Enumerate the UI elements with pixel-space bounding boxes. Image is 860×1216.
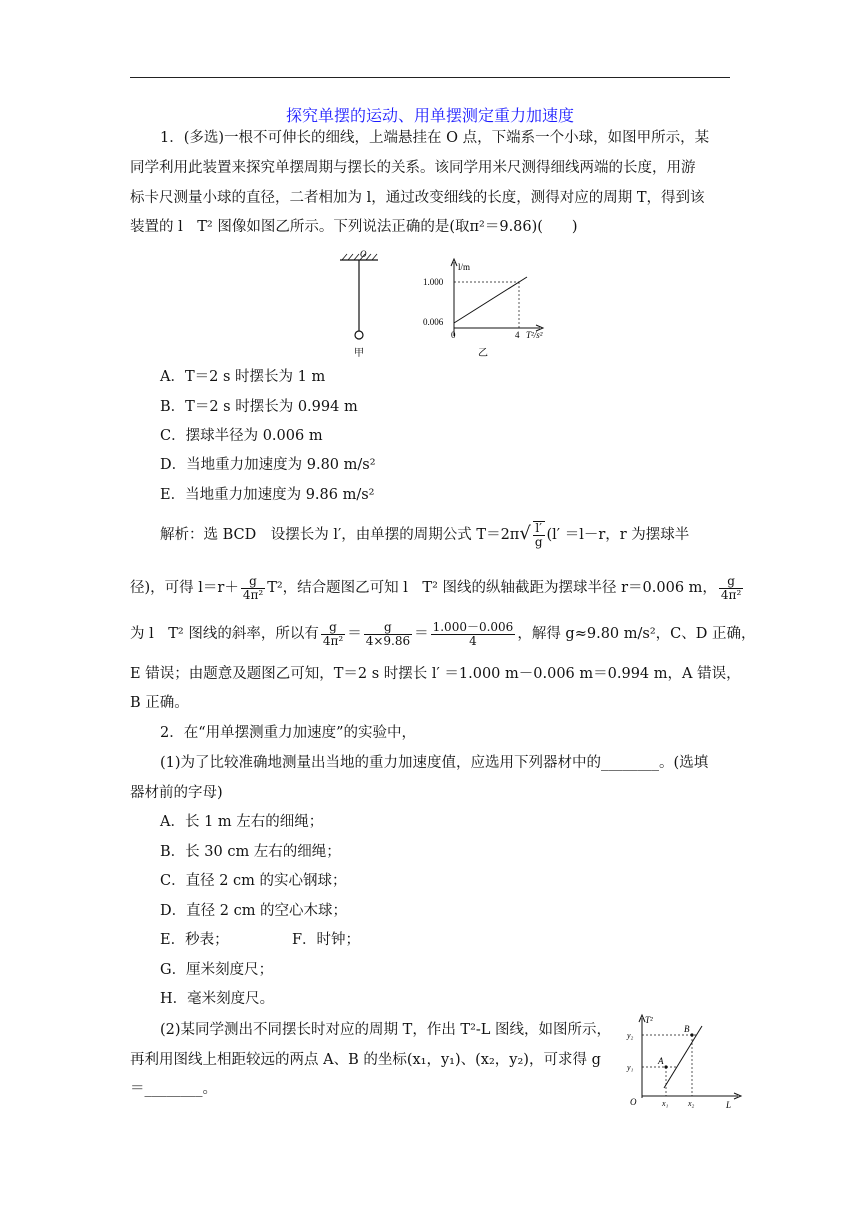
- point-a-marker: [664, 1065, 667, 1068]
- solution-line-2: 径)，可得 l＝r＋ $\frac{g}{\text{4π²}}$ T²，结合题图乙可知 l T² 图线的纵轴截距为摆球半径 r＝0.006 m， $\frac{g}{\text{4π²}}$: [130, 573, 742, 602]
- t2-axis-label: T²: [645, 1015, 653, 1025]
- q2-intro: 2．在“用单摆测重力加速度”的实验中，: [160, 725, 417, 741]
- q2-item-h: H．毫米刻度尺。: [160, 991, 275, 1007]
- solution-line-4: E 错误；由题意及题图乙可知，T＝2 s 时摆长 l′ ＝1.000 m－0.006 m＝0.994 m，A 错误，: [130, 666, 741, 682]
- x-axis-label: T²/s²: [526, 330, 543, 340]
- q2-item-f: F．时钟；: [292, 932, 361, 948]
- q2-item-a: A．长 1 m 左右的细绳；: [160, 814, 324, 830]
- q2-item-b: B．长 30 cm 左右的细绳；: [160, 844, 341, 860]
- q1-option-a: A．T＝2 s 时摆长为 1 m: [160, 369, 326, 385]
- q2-item-e: E．秒表；: [160, 932, 229, 948]
- q2-part1-line-2: 器材前的字母): [130, 785, 223, 801]
- fraction-2: $\frac{g}{4\times 9.86}$: [365, 619, 411, 648]
- point-b-label: B: [684, 1024, 690, 1034]
- origin-label: 0: [451, 330, 456, 340]
- x1-label: x₁: [662, 1099, 669, 1108]
- sqrt-fraction: $\frac{l'}{g}$: [534, 521, 543, 549]
- fraction-3: $\frac{1.000-0.006}{4}$: [432, 619, 514, 648]
- solution-line-3: 为 l T² 图线的斜率，所以有 $\frac{g}{\text{4π²}}$ ＝ $\frac{g}{4\times 9.86}$ ＝ $\frac{1.000-0.006}{4}$ ，解得 g≈9.80 m/s²，C、D 正确，: [130, 619, 756, 648]
- l-axis-label: L: [726, 1100, 732, 1110]
- y1-label: y₁: [627, 1063, 634, 1072]
- q1-option-d: D．当地重力加速度为 9.80 m/s²: [160, 457, 376, 473]
- x-tick-4: 4: [515, 330, 520, 340]
- q2-part2-line-3: ＝________。: [130, 1081, 217, 1097]
- x2-label: x₂: [688, 1099, 695, 1108]
- q1-line-1: 1．(多选)一根不可伸长的细线，上端悬挂在 O 点，下端系一个小球，如图甲所示，某: [160, 130, 710, 146]
- page-title: 探究单摆的运动、用单摆测定重力加速度: [285, 106, 574, 125]
- fraction-g-4pi2-b: $\frac{g}{\text{4π²}}$: [720, 573, 742, 602]
- pendulum-figure: [340, 249, 378, 359]
- l-t2-graph: [423, 259, 543, 359]
- point-a-label: A: [658, 1056, 664, 1066]
- q2-item-c: C．直径 2 cm 的实心钢球；: [160, 873, 347, 889]
- origin-o-label: O: [630, 1097, 637, 1107]
- solution-text-1b: (l′ ＝l－r，r 为摆球半: [546, 527, 690, 543]
- q1-line-4: 装置的 l T² 图像如图乙所示。下列说法正确的是(取π²＝9.86)( ): [130, 219, 578, 235]
- y2-label: y₂: [627, 1031, 634, 1040]
- fraction-1: $\frac{g}{\text{4π²}}$: [322, 619, 344, 648]
- q2-item-g: G．厘米刻度尺；: [160, 962, 274, 978]
- y-tick-top: 1.000: [423, 277, 444, 287]
- figure-yi-caption: 乙: [478, 348, 488, 359]
- q2-part2-line-1: (2)某同学测出不同摆长时对应的周期 T，作出 T²-L 图线，如图所示，: [160, 1022, 612, 1038]
- q2-part2-line-2: 再利用图线上相距较远的两点 A、B 的坐标(x₁，y₁)、(x₂，y₂)，可求得 g: [130, 1052, 601, 1068]
- point-b-marker: [690, 1033, 693, 1036]
- pendulum-bob: [355, 331, 363, 339]
- figure-jia-caption: 甲: [354, 348, 364, 359]
- pivot-o-label: O: [360, 249, 367, 259]
- solution-text-1a: 解析：选 BCD 设摆长为 l′，由单摆的周期公式 T＝2π: [160, 527, 520, 543]
- graph-line: [454, 277, 527, 323]
- t2-l-graph: [620, 1010, 745, 1112]
- q1-option-b: B．T＝2 s 时摆长为 0.994 m: [160, 399, 358, 415]
- q2-part1-line-1: (1)为了比较准确地测量出当地的重力加速度值，应选用下列器材中的________。(选填: [160, 755, 709, 771]
- fraction-g-4pi2: $\frac{g}{\text{4π²}}$: [242, 573, 264, 602]
- y-axis-label: l/m: [458, 262, 471, 272]
- q1-line-3: 标卡尺测量小球的直径，二者相加为 l，通过改变细线的长度，测得对应的周期 T，得到该: [130, 190, 705, 206]
- solution-line-5: B 正确。: [130, 695, 189, 711]
- q1-option-c: C．摆球半径为 0.006 m: [160, 428, 323, 444]
- header-rule: [130, 77, 730, 78]
- q1-line-2: 同学利用此装置来探究单摆周期与摆长的关系。该同学用米尺测得细线两端的长度，用游: [130, 160, 696, 176]
- q1-figures: [330, 248, 570, 366]
- q2-item-d: D．直径 2 cm 的空心木球；: [160, 903, 348, 919]
- solution-line-1: 解析：选 BCD 设摆长为 l′，由单摆的周期公式 T＝2π√ $\frac{l'}{g}$ (l′ ＝l－r，r 为摆球半: [160, 521, 690, 549]
- y-tick-bottom: 0.006: [423, 317, 444, 327]
- q1-option-e: E．当地重力加速度为 9.86 m/s²: [160, 487, 375, 503]
